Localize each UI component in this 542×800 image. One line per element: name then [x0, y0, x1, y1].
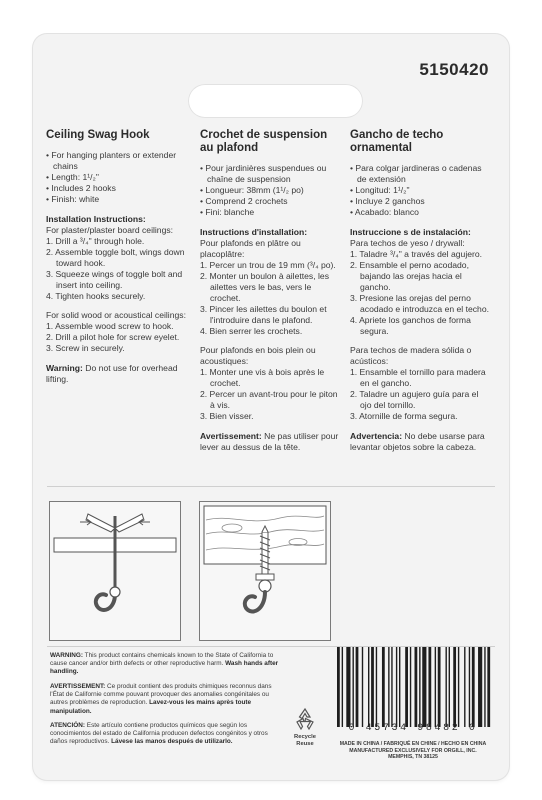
warning-label: Warning: [46, 363, 83, 373]
feature-item: • Longitud: 1¹/₂" [350, 185, 490, 196]
feature-item: • Longueur: 38mm (1¹/₂ po) [200, 185, 340, 196]
barcode-digits: 0 45734 98482 0 [348, 723, 478, 734]
warning-text: Do not use for overhead lifting. [46, 363, 178, 384]
spanish-plaster-steps [350, 249, 490, 337]
french-install-heading: Instructions d'installation: [200, 227, 308, 237]
legal-bold: Lávese las manos después de utilizarlo. [111, 738, 233, 746]
step-item: 3. Pincer les ailettes du boulon et l'introduire dans le plafond. [200, 304, 327, 325]
spanish-wood-intro: Para techos de madera sólida o acústicos: [350, 345, 472, 366]
legal-warning-spanish [50, 722, 282, 747]
french-wood-intro: Pour plafonds en bois plein ou acoustiques: [200, 345, 316, 366]
step-item: 3. Squeeze wings of toggle bolt and insert into ceiling. [46, 269, 183, 290]
spanish-column [350, 129, 490, 453]
warning-text: Ne pas utiliser pour lever au dessus de la tête. [200, 431, 339, 452]
step-item: 2. Assemble toggle bolt, wings down toward hook. [46, 247, 185, 268]
step-item: 2. Percer un avant-trou pour le piton à vis. [200, 389, 338, 410]
french-column [200, 129, 340, 453]
step-item: 1. Assemble wood screw to hook. [46, 321, 174, 331]
step-item: 4. Bien serrer les crochets. [200, 326, 303, 336]
warning-text: No debe usarse para levantar objetos sobre la cabeza. [350, 431, 485, 452]
wood-screw-drawing [200, 502, 330, 640]
french-plaster-steps [200, 260, 340, 337]
wood-screw-illustration [199, 501, 331, 641]
french-plaster-intro: Pour plafonds en plâtre ou placoplâtre: [200, 238, 301, 259]
spanish-install-heading: Instruccione s de instalación: [350, 227, 471, 237]
step-item: 3. Presione las orejas del perno acodado e introduzca en el techo. [350, 293, 489, 314]
legal-warning-french [50, 683, 282, 716]
address-line: MEMPHIS, TN 38125 [388, 754, 438, 761]
recycle-label: Recycle [294, 734, 316, 740]
feature-item: • Comprend 2 crochets [200, 196, 340, 207]
sku-number: 5150420 [419, 60, 489, 79]
step-item: 3. Bien visser. [200, 411, 254, 421]
legal-bold: Wash hands after handling. [50, 660, 279, 676]
step-item: 1. Taladre ³/₄" a través del agujero. [350, 249, 483, 259]
step-item: 2. Taladre un agujero guía para el ojo del tornillo. [350, 389, 479, 410]
packaging-card [33, 34, 509, 780]
step-item: 1. Ensamble el tornillo para madera en el gancho. [350, 367, 486, 388]
manufactured-for-line: MANUFACTURED EXCLUSIVELY FOR ORGILL, INC. [349, 747, 477, 754]
step-item: 1. Drill a ³/₄" through hole. [46, 236, 145, 246]
english-warning [46, 363, 186, 385]
feature-item: • Pour jardinières suspendues ou chaîne de suspension [200, 163, 340, 185]
english-plaster-intro: For plaster/plaster board ceilings: [46, 225, 174, 235]
step-item: 2. Ensamble el perno acodado, bajando las orejas hacia el gancho. [350, 260, 469, 292]
feature-item: • Incluye 2 ganchos [350, 196, 490, 207]
spanish-plaster-intro: Para techos de yeso / drywall: [350, 238, 465, 248]
toggle-bolt-drawing [50, 502, 180, 640]
step-item: 1. Monter une vis à bois après le crochet. [200, 367, 325, 388]
legal-text: Este artículo contiene productos químicos que según los conocimientos del estado de California producen defectos congénitos y otros daños reproductivos. [50, 722, 268, 746]
feature-item: • Length: 1¹/₂" [46, 172, 186, 183]
manufacturer-info [333, 741, 493, 761]
french-wood-steps [200, 367, 340, 422]
french-warning [200, 431, 340, 453]
step-item: 2. Monter un boulon à ailettes, les ailettes vers le bas, vers le crochet. [200, 271, 329, 303]
feature-item: • Finish: white [46, 194, 186, 205]
french-title: Crochet de suspension au plafond [200, 129, 328, 154]
feature-item: • Fini: blanche [200, 207, 340, 218]
step-item: 2. Drill a pilot hole for screw eyelet. [46, 332, 180, 342]
warning-label: Advertencia: [350, 431, 403, 441]
legal-warning-english [50, 652, 282, 677]
legal-label: WARNING: [50, 652, 84, 659]
step-item: 4. Tighten hooks securely. [46, 291, 146, 301]
toggle-bolt-illustration [49, 501, 181, 641]
hang-hole [188, 84, 363, 118]
recycle-icon [292, 706, 318, 732]
english-wood-intro: For solid wood or acoustical ceilings: [46, 310, 186, 320]
barcode-bars [333, 647, 493, 727]
upc-barcode [333, 647, 493, 741]
made-in-line: MADE IN CHINA / FABRIQUÉ EN CHINE / HECHO EN CHINA [339, 741, 487, 747]
english-plaster-steps [46, 236, 186, 302]
spanish-features [350, 163, 490, 218]
recycle-mark [288, 706, 322, 747]
feature-item: • For hanging planters or extender chains [46, 150, 186, 172]
english-title: Ceiling Swag Hook [46, 129, 150, 141]
spanish-wood-steps [350, 367, 490, 422]
english-features [46, 150, 186, 205]
step-item: 3. Atornille de forma segura. [350, 411, 458, 421]
legal-label: ATENCIÓN: [50, 722, 86, 729]
legal-text: Ce produit contient des produits chimiques reconnus dans l'État de Californie comme pouvant provoquer des anomalies congénitales ou autres problèmes de reproduction. [50, 683, 272, 707]
reuse-label: Reuse [296, 740, 314, 747]
step-item: 1. Percer un trou de 19 mm (³/₄ po). [200, 260, 336, 270]
legal-text: This product contains chemicals known to the State of California to cause cancer and/or birth defects or other reproductive harm. [50, 652, 274, 668]
english-install-heading: Installation Instructions: [46, 214, 146, 224]
feature-item: • Includes 2 hooks [46, 183, 186, 194]
english-column [46, 129, 186, 385]
english-wood-steps [46, 321, 186, 354]
feature-item: • Para colgar jardineras o cadenas de extensión [350, 163, 490, 185]
feature-item: • Acabado: blanco [350, 207, 490, 218]
french-features [200, 163, 340, 218]
section-divider [47, 486, 495, 487]
step-item: 4. Apriete los ganchos de forma segura. [350, 315, 471, 336]
legal-bold: Lavez-vous les mains après toute manipulation. [50, 699, 252, 715]
step-item: 3. Screw in securely. [46, 343, 125, 353]
legal-label: AVERTISSEMENT: [50, 683, 106, 690]
warning-label: Avertissement: [200, 431, 262, 441]
spanish-title: Gancho de techo ornamental [350, 129, 444, 154]
spanish-warning [350, 431, 490, 453]
